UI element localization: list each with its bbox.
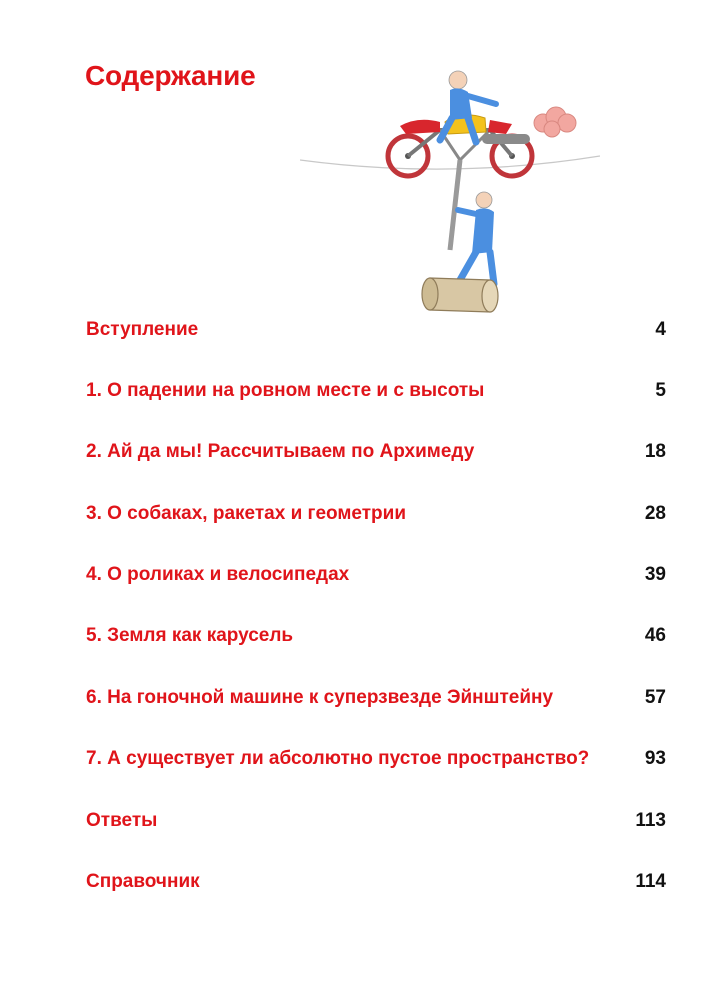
toc-entry[interactable]: [86, 561, 666, 589]
toc-entry[interactable]: [86, 868, 666, 896]
toc-entry[interactable]: [86, 500, 666, 528]
toc-entry-title: Вступление: [86, 319, 199, 340]
toc-entry-page: 18: [644, 441, 666, 462]
toc-entry[interactable]: [86, 316, 666, 344]
toc-entry-page: 57: [644, 687, 666, 708]
toc-entry-title: 1. О падении на ровном месте и с высоты: [86, 380, 485, 401]
toc-entry-title: 7. А существует ли абсолютно пустое пространство?: [86, 748, 590, 769]
toc-entry-title: Ответы: [86, 810, 158, 831]
toc-entry[interactable]: [86, 377, 666, 405]
toc-entry-page: 4: [655, 319, 666, 340]
toc-entry[interactable]: [86, 684, 666, 712]
toc-entry-page: 114: [635, 871, 666, 892]
toc-entry-title: 6. На гоночной машине к суперзвезде Эйнштейну: [86, 687, 554, 708]
toc-entry-page: 113: [635, 810, 666, 831]
toc-entry-page: 28: [644, 503, 666, 524]
toc-entry-title: 3. О собаках, ракетах и геометрии: [86, 503, 407, 524]
toc-entry-page: 5: [655, 380, 666, 401]
toc-entry-page: 39: [644, 564, 666, 585]
stunt-motorcycle-tightrope-icon: [300, 60, 600, 330]
toc-entry[interactable]: [86, 807, 666, 835]
toc-entry-page: 93: [644, 748, 666, 769]
toc-entry-page: 46: [644, 625, 666, 646]
toc-entry-title: 4. О роликах и велосипедах: [86, 564, 350, 585]
toc-entry-title: 5. Земля как карусель: [86, 625, 294, 646]
toc-entry[interactable]: [86, 438, 666, 466]
toc-entry[interactable]: [86, 622, 666, 650]
toc-entry-title: Справочник: [86, 871, 200, 892]
toc-entry[interactable]: [86, 745, 666, 773]
toc-entry-title: 2. Ай да мы! Рассчитываем по Архимеду: [86, 441, 475, 462]
page-title: Содержание: [85, 60, 256, 91]
